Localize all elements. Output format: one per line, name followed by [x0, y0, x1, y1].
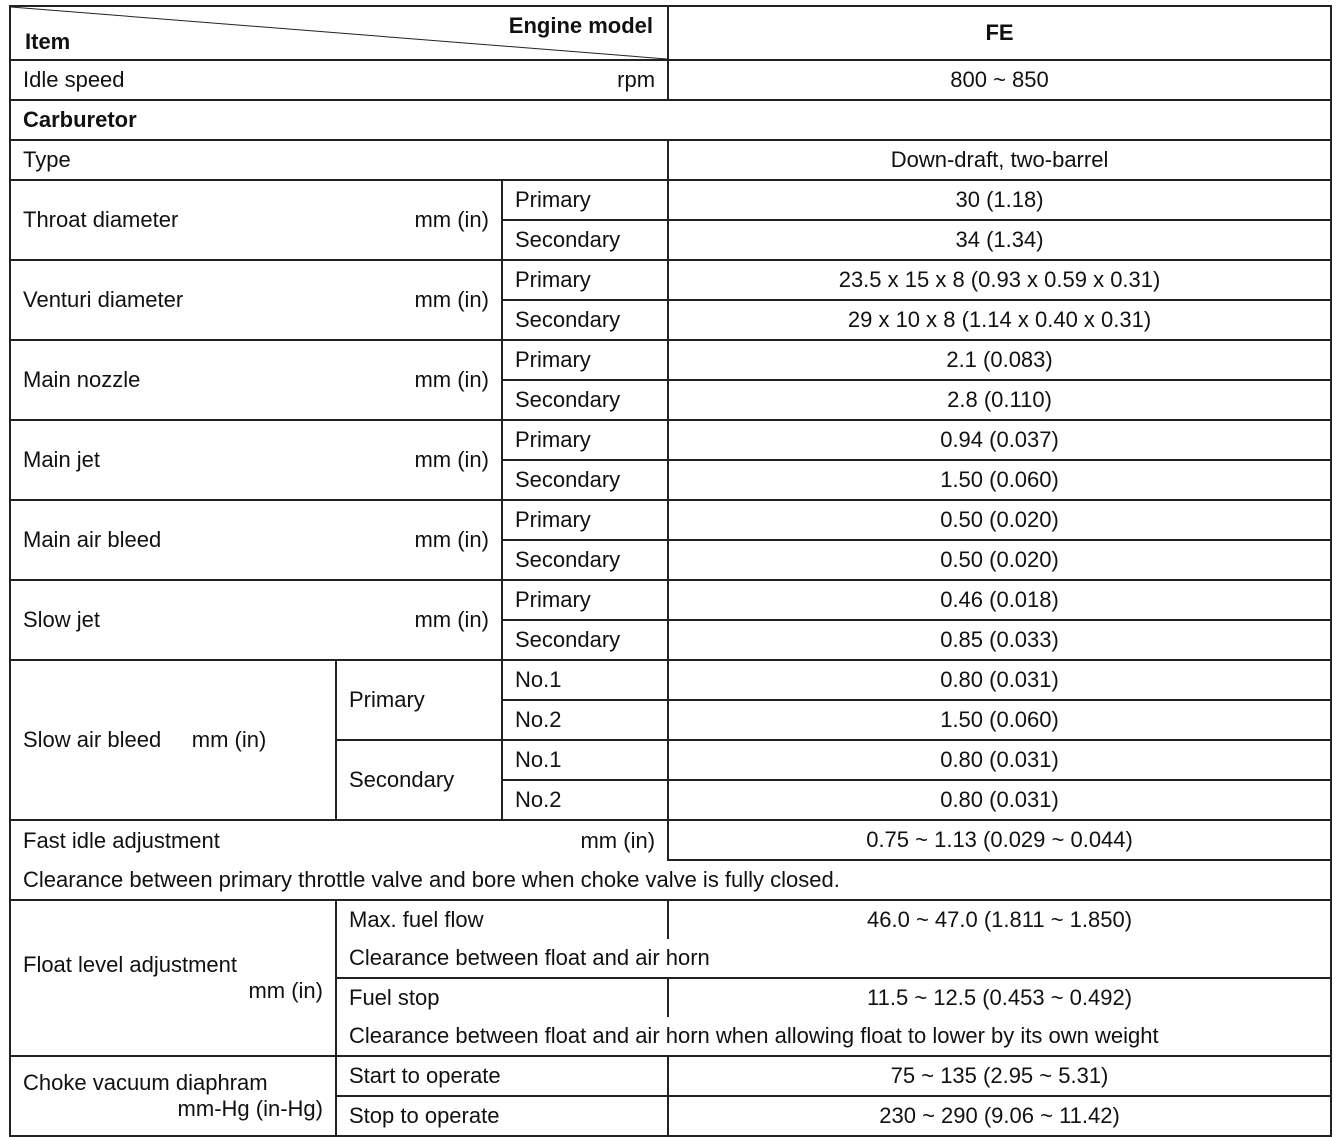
fast-idle-value: 0.75 ~ 1.13 (0.029 ~ 0.044)	[668, 820, 1331, 860]
secondary-label: Secondary	[502, 540, 668, 580]
fuel-stop-label: Fuel stop	[336, 978, 668, 1017]
choke-unit: mm-Hg (in-Hg)	[177, 1096, 323, 1121]
idle-speed-label: Idle speed	[23, 67, 125, 92]
item-header: Item	[25, 29, 71, 54]
max-fuel-flow-note: Clearance between float and air horn	[336, 939, 1331, 978]
secondary-value: 2.8 (0.110)	[668, 380, 1331, 420]
row-label: Main nozzle	[23, 367, 141, 392]
secondary-value: 0.50 (0.020)	[668, 540, 1331, 580]
table-row	[10, 420, 1331, 460]
slow-air-bleed-primary-no2: 1.50 (0.060)	[668, 700, 1331, 740]
no2-label: No.2	[502, 780, 668, 820]
fast-idle-note: Clearance between primary throttle valve and bore when choke valve is fully closed.	[10, 860, 1331, 900]
header-diagonal-cell	[10, 6, 668, 60]
idle-speed-value: 800 ~ 850	[668, 60, 1331, 100]
primary-value: 2.1 (0.083)	[668, 340, 1331, 380]
row-label: Slow jet	[23, 607, 101, 632]
no1-label: No.1	[502, 660, 668, 700]
float-level-label: Float level adjustment	[23, 952, 237, 977]
fuel-stop-value: 11.5 ~ 12.5 (0.453 ~ 0.492)	[668, 978, 1331, 1017]
row-label: Venturi diameter	[23, 287, 184, 312]
row-unit: mm (in)	[414, 527, 489, 552]
secondary-label: Secondary	[502, 620, 668, 660]
slow-air-bleed-secondary-no2: 0.80 (0.031)	[668, 780, 1331, 820]
secondary-label: Secondary	[502, 220, 668, 260]
secondary-label: Secondary	[502, 300, 668, 340]
secondary-value: 1.50 (0.060)	[668, 460, 1331, 500]
primary-value: 23.5 x 15 x 8 (0.93 x 0.59 x 0.31)	[668, 260, 1331, 300]
type-label: Type	[10, 140, 668, 180]
row-unit: mm (in)	[414, 367, 489, 392]
stop-to-operate-value: 230 ~ 290 (9.06 ~ 11.42)	[668, 1096, 1331, 1136]
start-to-operate-label: Start to operate	[336, 1056, 668, 1096]
engine-model-header: Engine model	[508, 13, 654, 38]
row-label: Throat diameter	[23, 207, 179, 232]
fuel-stop-note: Clearance between float and air horn when allowing float to lower by its own weight	[336, 1017, 1331, 1056]
table-row	[10, 580, 1331, 620]
table-row	[10, 340, 1331, 380]
fast-idle-unit: mm (in)	[580, 827, 656, 853]
slow-air-bleed-secondary-no1: 0.80 (0.031)	[668, 740, 1331, 780]
primary-value: 0.46 (0.018)	[668, 580, 1331, 620]
fast-idle-row	[10, 820, 1331, 860]
slow-air-bleed-label: Slow air bleed	[23, 727, 162, 752]
primary-value: 0.50 (0.020)	[668, 500, 1331, 540]
secondary-value: 29 x 10 x 8 (1.14 x 0.40 x 0.31)	[668, 300, 1331, 340]
primary-label: Primary	[502, 420, 668, 460]
row-unit: mm (in)	[414, 447, 489, 472]
primary-value: 0.94 (0.037)	[668, 420, 1331, 460]
row-label: Main air bleed	[23, 527, 162, 552]
type-value: Down-draft, two-barrel	[668, 140, 1331, 180]
primary-label: Primary	[502, 500, 668, 540]
no1-label: No.1	[502, 740, 668, 780]
slow-air-bleed-row	[10, 660, 1331, 700]
primary-value: 30 (1.18)	[668, 180, 1331, 220]
slow-air-bleed-secondary-label: Secondary	[336, 740, 502, 820]
fast-idle-label: Fast idle adjustment	[23, 827, 220, 853]
no2-label: No.2	[502, 700, 668, 740]
primary-label: Primary	[502, 340, 668, 380]
carburetor-spec-table	[9, 5, 1332, 1137]
row-unit: mm (in)	[414, 607, 489, 632]
primary-label: Primary	[502, 180, 668, 220]
table-row	[10, 260, 1331, 300]
start-to-operate-value: 75 ~ 135 (2.95 ~ 5.31)	[668, 1056, 1331, 1096]
row-label: Main jet	[23, 447, 101, 472]
slow-air-bleed-unit: mm (in)	[191, 727, 267, 752]
carburetor-section-title: Carburetor	[10, 100, 1331, 140]
table-row	[10, 500, 1331, 540]
row-unit: mm (in)	[414, 207, 489, 232]
secondary-value: 34 (1.34)	[668, 220, 1331, 260]
choke-label: Choke vacuum diaphram	[23, 1070, 268, 1095]
choke-row	[10, 1056, 1331, 1096]
header-row	[10, 6, 1331, 60]
model-fe-header: FE	[668, 6, 1331, 60]
slow-air-bleed-primary-no1: 0.80 (0.031)	[668, 660, 1331, 700]
idle-speed-row	[10, 60, 1331, 100]
max-fuel-flow-label: Max. fuel flow	[336, 900, 668, 939]
secondary-label: Secondary	[502, 380, 668, 420]
idle-speed-unit: rpm	[617, 67, 656, 92]
stop-to-operate-label: Stop to operate	[336, 1096, 668, 1136]
slow-air-bleed-primary-label: Primary	[336, 660, 502, 740]
row-unit: mm (in)	[414, 287, 489, 312]
table-row	[10, 180, 1331, 220]
fast-idle-note-row	[10, 860, 1331, 900]
carburetor-section-row	[10, 100, 1331, 140]
secondary-value: 0.85 (0.033)	[668, 620, 1331, 660]
max-fuel-flow-value: 46.0 ~ 47.0 (1.811 ~ 1.850)	[668, 900, 1331, 939]
type-row	[10, 140, 1331, 180]
primary-label: Primary	[502, 260, 668, 300]
secondary-label: Secondary	[502, 460, 668, 500]
primary-label: Primary	[502, 580, 668, 620]
float-level-unit: mm (in)	[248, 978, 323, 1003]
float-level-row	[10, 900, 1331, 939]
